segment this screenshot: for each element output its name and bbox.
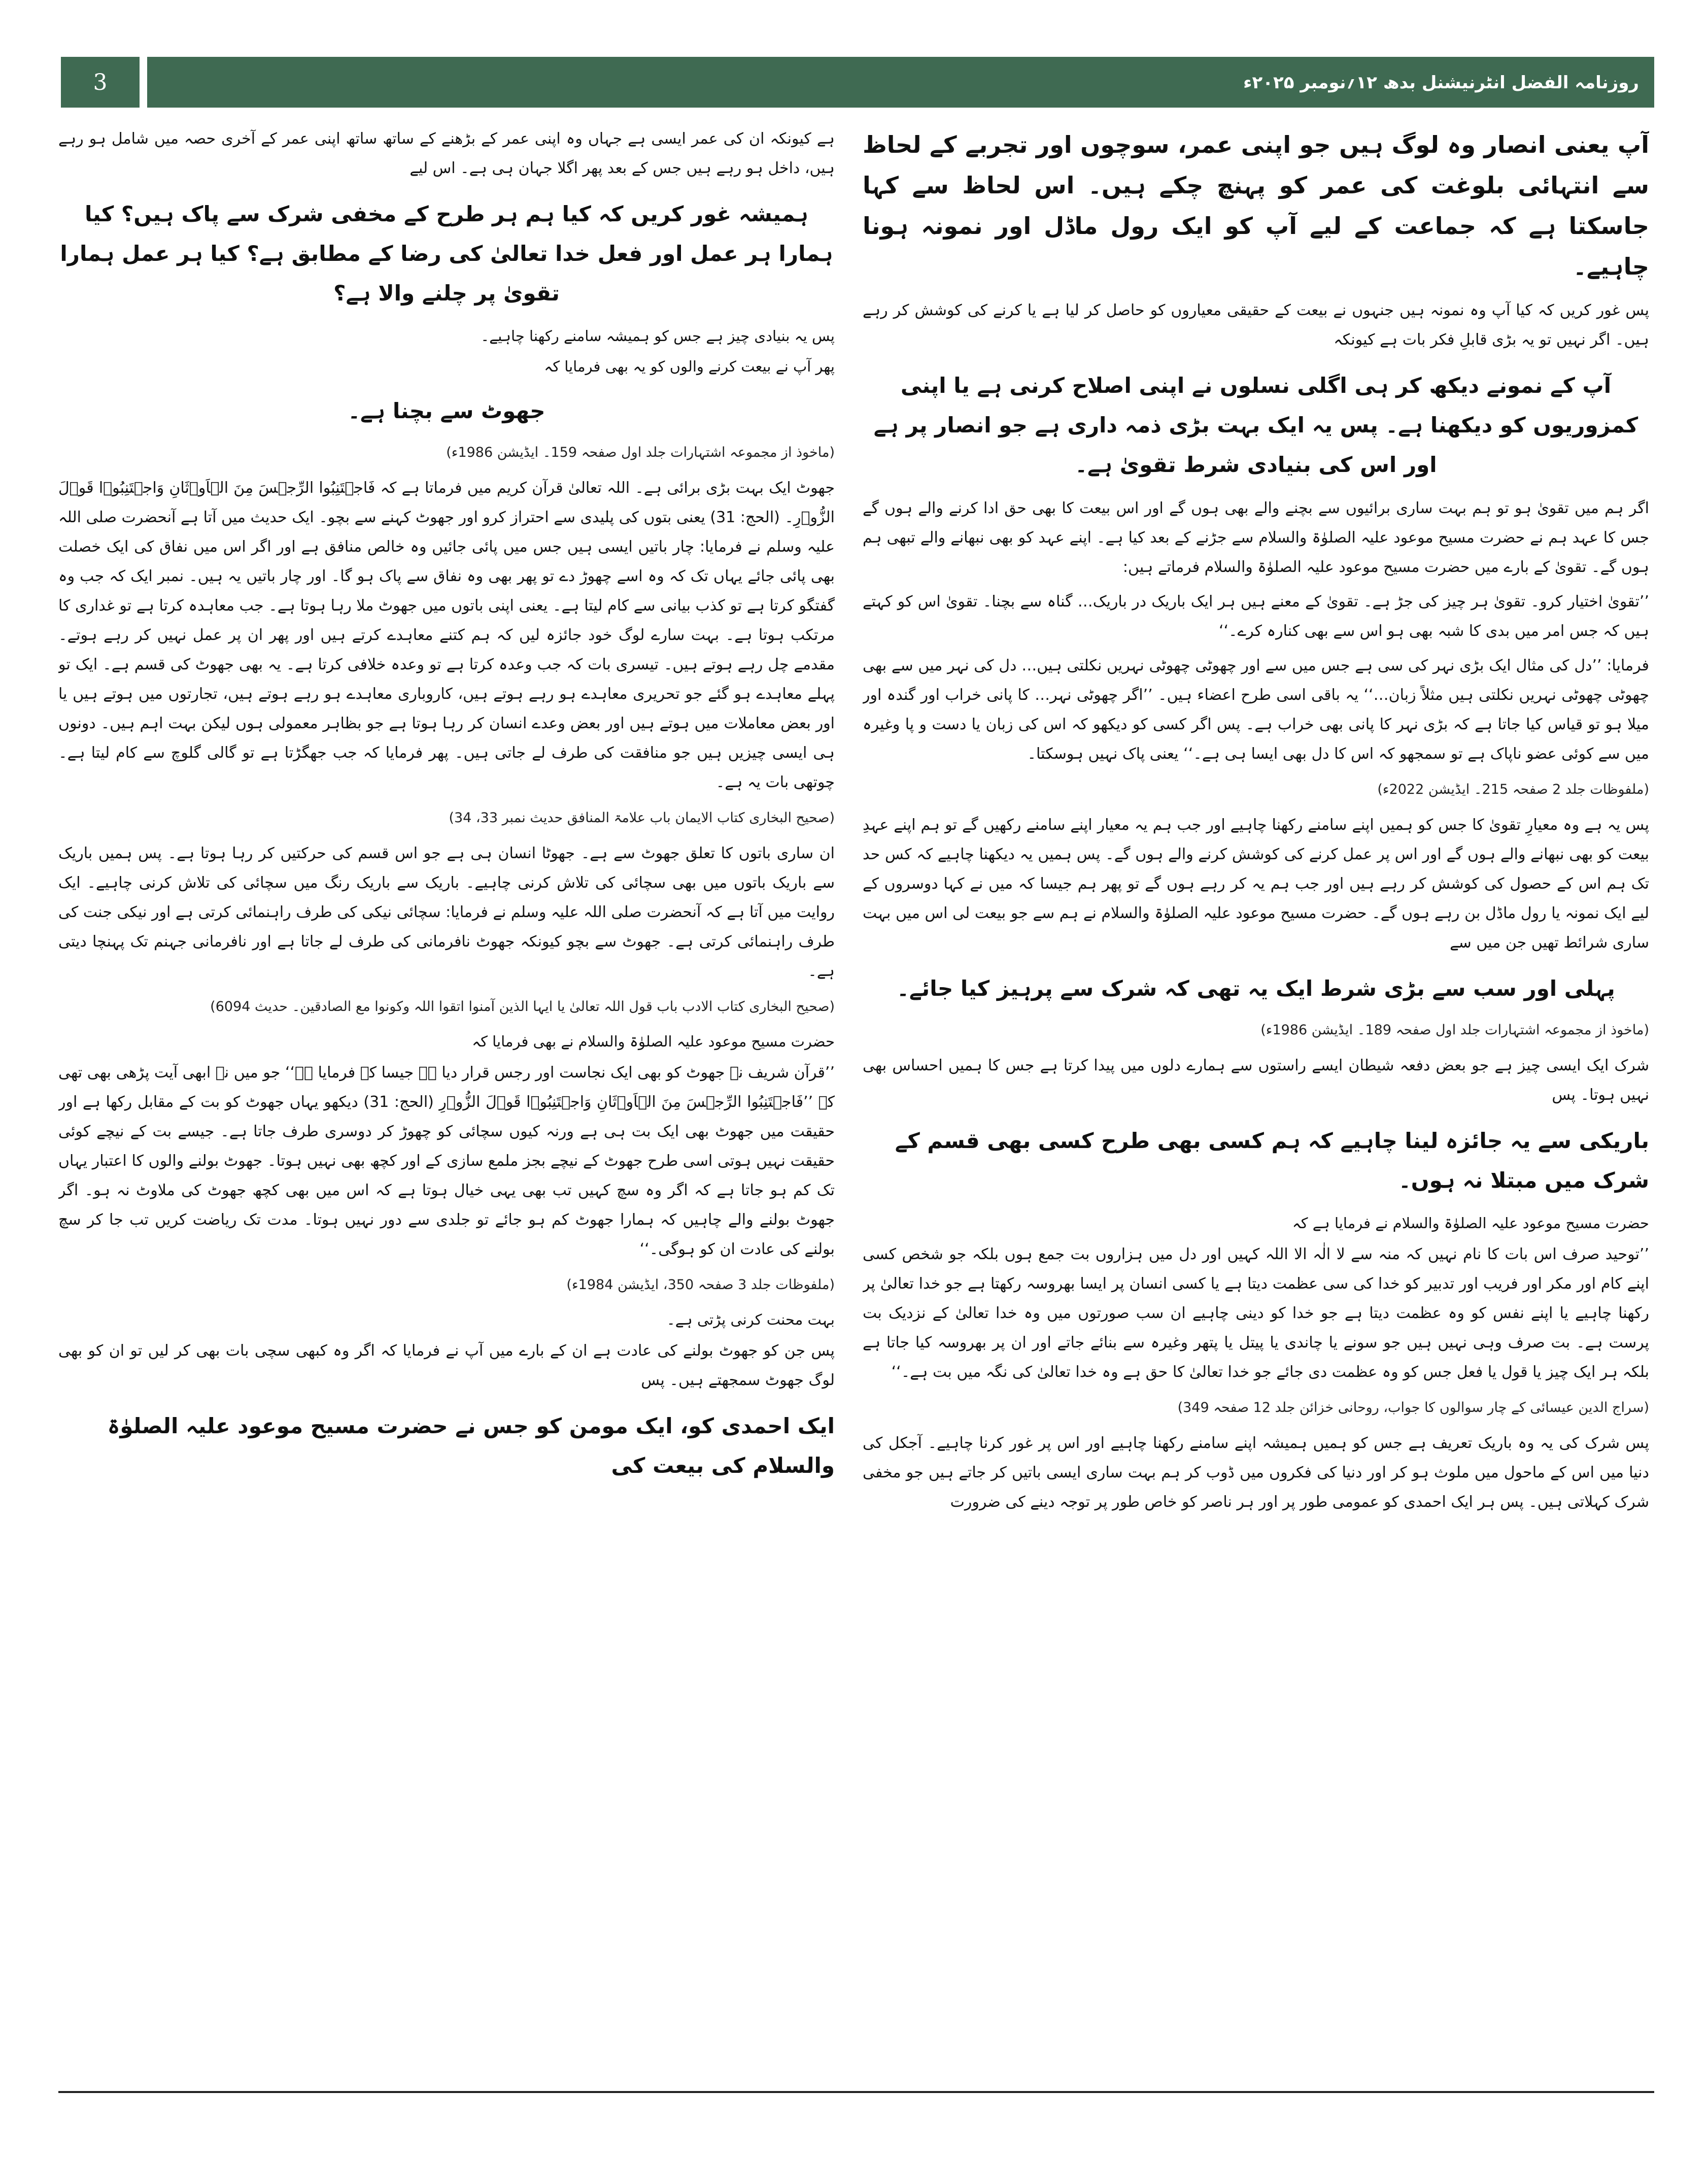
page-number: 3 bbox=[61, 57, 140, 108]
highlight-heading: باریکی سے یہ جائزہ لینا چاہیے کہ ہم کسی بھی طرح کسی بھی قسم کے شرک میں مبتلا نہ ہوں۔ bbox=[895, 1128, 1649, 1193]
reference-citation: (ماخوذ از مجموعہ اشتہارات جلد اول صفحہ 159۔ ایڈیشن 1986ء) bbox=[446, 445, 835, 460]
reference-citation: (ملفوظات جلد 2 صفحہ 215۔ ایڈیشن 2022ء) bbox=[1377, 782, 1649, 797]
body-paragraph: شرک ایک ایسی چیز ہے جو بعض دفعہ شیطان ایسے راستوں سے ہمارے دلوں میں پیدا کرتا ہے جس کا ہمیں احساس بھی نہیں ہوتا۔ پس bbox=[863, 1057, 1649, 1104]
body-paragraph: بہت محنت کرنی پڑتی ہے۔ bbox=[666, 1311, 835, 1328]
body-paragraph: پس غور کریں کہ کیا آپ وہ نمونہ ہیں جنہوں نے بیعت کے حقیقی معیاروں کو حاصل کر لیا ہے یا کرنے کی کوشش کر رہے ہیں۔ اگر نہیں تو یہ بڑی قابلِ فکر بات ہے کیونکہ bbox=[863, 301, 1649, 349]
highlight-heading: جھوٹ سے بچنا ہے۔ bbox=[348, 398, 545, 423]
reference-citation: (صحیح البخاری کتاب الایمان باب علامۃ المنافق حدیث نمبر 33، 34) bbox=[449, 810, 835, 826]
quote-paragraph: ’’تقویٰ اختیار کرو۔ تقویٰ ہر چیز کی جڑ ہے۔ تقویٰ کے معنے ہیں ہر ایک باریک در باریک… گناہ سے بچنا۔ تقویٰ اس کو کہتے ہیں کہ جس امر میں بدی کا شبہ بھی ہو اس سے بھی کنارہ کرے۔‘‘ bbox=[863, 593, 1649, 640]
quote-paragraph: فرمایا: ’’دل کی مثال ایک بڑی نہر کی سی ہے جس میں سے اور چھوٹی چھوٹی نہریں نکلتی ہیں… دل کی نہر میں سے بھی چھوٹی چھوٹی نہریں نکلتی ہیں مثلاً زبان…‘‘ یہ باقی اسی طرح اعضاء ہیں۔ ’’اگر چھوٹی نہر… کا پانی خراب اور گندہ اور میلا ہو تو قیاس کیا جاتا ہے کہ بڑی نہر کا پانی بھی خراب ہے۔ پس اگر کسی کو دیکھو کہ اس کی زبان یا دست و پا وغیرہ میں سے کوئی عضو ناپاک ہے تو سمجھو کہ اس کا دل بھی ایسا ہی ہے۔‘‘ یعنی پاک نہیں ہوسکتا۔ bbox=[863, 657, 1649, 763]
highlight-heading: پہلی اور سب سے بڑی شرط ایک یہ تھی کہ شرک سے پرہیز کیا جائے۔ bbox=[897, 976, 1615, 1001]
body-paragraph: پس یہ بنیادی چیز ہے جس کو ہمیشہ سامنے رکھنا چاہیے۔ bbox=[481, 327, 835, 345]
reference-citation: (سراج الدین عیسائی کے چار سوالوں کا جواب، روحانی خزائن جلد 12 صفحہ 349) bbox=[1177, 1400, 1649, 1415]
body-paragraph: پس جن کو جھوٹ بولنے کی عادت ہے ان کے بارے میں آپ نے فرمایا کہ اگر وہ کبھی سچی بات بھی کر لیں تو ان کو بھی لوگ جھوٹ سمجھتے ہیں۔ پس bbox=[58, 1342, 835, 1389]
lead-paragraph: آپ یعنی انصار وہ لوگ ہیں جو اپنی عمر، سوچوں اور تجربے کے لحاظ سے انتہائی بلوغت کی عمر کو پہنچ چکے ہیں۔ اس لحاظ سے کہا جاسکتا ہے کہ جماعت کے لیے آپ کو ایک رول ماڈل اور نمونہ ہونا چاہیے۔ bbox=[863, 131, 1649, 280]
body-paragraph: حضرت مسیح موعود علیہ الصلوٰۃ والسلام نے فرمایا ہے کہ bbox=[1292, 1215, 1649, 1232]
highlight-heading: آپ کے نمونے دیکھ کر ہی اگلی نسلوں نے اپنی اصلاح کرنی ہے یا اپنی کمزوریوں کو دیکھنا ہے۔ پس یہ ایک بہت بڑی ذمہ داری ہے جو انصار پر ہے اور اس کی بنیادی شرط تقویٰ ہے۔ bbox=[873, 373, 1638, 477]
body-paragraph: جھوٹ ایک بہت بڑی برائی ہے۔ اللہ تعالیٰ قرآن کریم میں فرماتا ہے کہ فَاجۡتَنِبُوا الرِّجۡسَ مِنَ الۡاَوۡثَانِ وَاجۡتَنِبُوۡا قَوۡلَ الزُّوۡرِ۔ (الحج: 31) یعنی بتوں کی پلیدی سے احتراز کرو اور جھوٹ کہنے سے بچو۔ ایک حدیث میں آتا ہے آنحضرت صلی اللہ علیہ وسلم نے فرمایا: چار باتیں ایسی ہیں جس میں پائی جائیں وہ خالص منافق ہے اور اگر اس میں نفاق کی ایک خصلت بھی پائی جائے یہاں تک کہ وہ اسے چھوڑ دے تو پھر بھی وہ نفاق سے پاک ہو گا۔ اور چار باتیں یہ ہیں۔ نمبر ایک کہ جب وہ گفتگو کرتا ہے تو کذب بیانی سے کام لیتا ہے۔ یعنی اپنی باتوں میں جھوٹ ملا رہا ہوتا ہے۔ جب معاہدہ کرتا ہے تو غداری کا مرتکب ہوتا ہے۔ بہت سارے لوگ خود جائزہ لیں کہ ہم کتنے معاہدے کرتے ہیں اور پھر ان پر عمل نہیں کر رہے ہوتے۔ مقدمے چل رہے ہوتے ہیں۔ تیسری بات کہ جب وعدہ کرتا ہے تو وعدہ خلافی کرتا ہے۔ یہ بھی جھوٹ کی قسم ہے۔ ایک تو پہلے معاہدے ہو گئے جو تحریری معاہدے ہو رہے ہوتے ہیں، کاروباری معاہدے ہو رہے ہوتے ہیں، تجارتوں میں ہوتے ہیں یا اور بعض معاملات میں ہوتے ہیں اور بعض وعدے انسان کر رہا ہوتا ہے جو بظاہر معمولی ہوں لیکن بہت اہم ہیں۔ دونوں ہی ایسی چیزیں ہیں جو منافقت کی طرف لے جاتی ہیں۔ پھر فرمایا کہ جب جھگڑتا ہے تو گالی گلوچ سے کام لیتا ہے۔ چوتھی بات یہ ہے۔ bbox=[58, 479, 835, 791]
reference-citation: (ماخوذ از مجموعہ اشتہارات جلد اول صفحہ 189۔ ایڈیشن 1986ء) bbox=[1260, 1022, 1649, 1038]
body-paragraph: اگر ہم میں تقویٰ ہو تو ہم بہت ساری برائیوں سے بچنے والے بھی ہوں گے اور اس بیعت کا بھی حق ادا کرنے والے ہوں گے جس کا عہد ہم نے حضرت مسیح موعود علیہ الصلوٰۃ والسلام سے جڑنے کے بعد کیا ہے۔ اپنے عہد کو بھی نبھانے والے تبھی ہم ہوں گے۔ تقویٰ کے بارے میں حضرت مسیح موعود علیہ الصلوٰۃ والسلام فرماتے ہیں: bbox=[863, 499, 1649, 576]
page-header bbox=[61, 57, 1654, 108]
quote-paragraph: ’’توحید صرف اس بات کا نام نہیں کہ منہ سے لا الٰہ الا اللہ کہیں اور دل میں ہزاروں بت جمع ہوں بلکہ جو شخص کسی اپنے کام اور مکر اور فریب اور تدبیر کو خدا کی سی عظمت دیتا ہے یا کسی انسان پر ایسا بھروسہ رکھتا ہے جو خدا تعالیٰ پر رکھنا چاہیے یا اپنے نفس کو وہ عظمت دیتا ہے جو خدا کو دینی چاہیے ان سب صورتوں میں وہ خدا تعالیٰ کے نزدیک بت پرست ہے۔ بت صرف وہی نہیں ہیں جو سونے یا چاندی یا پیتل یا پتھر وغیرہ سے بنائے جاتے اور ان پر بھروسہ کیا جاتا ہے بلکہ ہر ایک چیز یا قول یا فعل جس کو وہ عظمت دی جائے جو خدا تعالیٰ کا حق ہے وہ خدا تعالیٰ کی نگہ میں بت ہے۔‘‘ bbox=[863, 1245, 1649, 1381]
body-paragraph: پس شرک کی یہ وہ باریک تعریف ہے جس کو ہمیں ہمیشہ اپنے سامنے رکھنا چاہیے اور اس پر غور کرنا چاہیے۔ آجکل کی دنیا میں اس کے ماحول میں ملوث ہو کر اور دنیا کی فکروں میں ڈوب کر ہم بہت ساری ایسی باتیں کر جاتے ہیں جو مخفی شرک کہلاتی ہیں۔ پس ہر ایک احمدی کو عمومی طور پر اور ہر ناصر کو خاص طور پر توجہ دینے کی ضرورت bbox=[863, 1434, 1649, 1511]
bottom-rule bbox=[58, 2091, 1654, 2093]
reference-citation: (صحیح البخاری کتاب الادب باب قول اللہ تعالیٰ یا ایہا الذین آمنوا اتقوا اللہ وکونوا مع الصادقین۔ حدیث 6094) bbox=[210, 999, 835, 1015]
masthead-bar: روزنامہ الفضل انٹرنیشنل بدھ ۱۲؍نومبر ۲۰۲۵ء bbox=[147, 57, 1654, 108]
right-column bbox=[863, 124, 1649, 2083]
body-paragraph: ان ساری باتوں کا تعلق جھوٹ سے ہے۔ جھوٹا انسان ہی ہے جو اس قسم کی حرکتیں کر رہا ہوتا ہے۔ پس ہمیں باریک سے باریک باتوں میں بھی سچائی کی تلاش کرنی چاہیے۔ باریک سے باریک رنگ میں سچائی کی تلاش کرنی چاہیے۔ ایک روایت میں آتا ہے کہ آنحضرت صلی اللہ علیہ وسلم نے فرمایا: سچائی نیکی کی طرف راہنمائی کرتی ہے اور نیکی جنت کی طرف راہنمائی کرتی ہے۔ جھوٹ سے بچو کیونکہ جھوٹ نافرمانی کی طرف لے جاتا ہے اور نافرمانی جہنم تک پہنچا دیتی ہے۔ bbox=[58, 845, 835, 980]
body-paragraph: حضرت مسیح موعود علیہ الصلوٰۃ والسلام نے بھی فرمایا کہ bbox=[472, 1033, 835, 1050]
body-paragraph: ہے کیونکہ ان کی عمر ایسی ہے جہاں وہ اپنی عمر کے بڑھنے کے ساتھ ساتھ اپنی عمر کے آخری حصہ میں شامل ہو رہے ہیں، داخل ہو رہے ہیں جس کے بعد پھر اگلا جہان ہی ہے۔ اس لیے bbox=[58, 130, 835, 177]
body-paragraph: پھر آپ نے بیعت کرنے والوں کو یہ بھی فرمایا کہ bbox=[544, 358, 835, 375]
highlight-heading: ایک احمدی کو، ایک مومن کو جس نے حضرت مسیح موعود علیہ الصلوٰۃ والسلام کی بیعت کی bbox=[107, 1413, 835, 1478]
body-paragraph: پس یہ ہے وہ معیارِ تقویٰ کا جس کو ہمیں اپنے سامنے رکھنا چاہیے اور جب ہم یہ معیار اپنے سامنے رکھیں گے تو ہم اپنے عہدِ بیعت کو بھی نبھانے والے ہوں گے اور اس پر عمل کرنے کی کوشش کرنے والے ہوں گے۔ پس ہمیں یہ دیکھنا چاہیے کہ کس حد تک ہم اس کے حصول کی کوشش کر رہے ہیں اور جب ہم یہ کر رہے ہوں گے تو پھر ہم جیسا کہ میں نے کہا دوسروں کے لیے ایک نمونہ یا رول ماڈل بن رہے ہوں گے۔ حضرت مسیح موعود علیہ الصلوٰۃ والسلام نے ہم سے جو بیعت لی اس میں بہت ساری شرائط تھیں جن میں سے bbox=[863, 816, 1649, 952]
highlight-heading: ہمیشہ غور کریں کہ کیا ہم ہر طرح کے مخفی شرک سے پاک ہیں؟ کیا ہمارا ہر عمل اور فعل خدا تعالیٰ کی رضا کے مطابق ہے؟ کیا ہر عمل ہمارا تقویٰ پر چلنے والا ہے؟ bbox=[60, 201, 833, 306]
reference-citation: (ملفوظات جلد 3 صفحہ 350، ایڈیشن 1984ء) bbox=[566, 1277, 835, 1293]
left-column bbox=[58, 124, 835, 2083]
quote-paragraph: ’’قرآن شریف نے جھوٹ کو بھی ایک نجاست اور رجس قرار دیا ہے جیسا کہ فرمایا ہے‘‘ جو میں نے ابھی آیت پڑھی بھی تھی کہ ’’فَاجۡتَنِبُوا الرِّجۡسَ مِنَ الۡاَوۡثَانِ وَاجۡتَنِبُوۡا قَوۡلَ الزُّوۡرِ (الحج: 31) دیکھو یہاں جھوٹ کو بت کے مقابل رکھا ہے اور حقیقت میں جھوٹ بھی ایک بت ہی ہے ورنہ کیوں سچائی کو چھوڑ کر دوسری طرف جاتا ہے۔ جیسے بت کے نیچے کوئی حقیقت نہیں ہوتی اسی طرح جھوٹ کے نیچے بجز ملمع سازی کے اور کچھ بھی نہیں ہوتا۔ جھوٹ بولنے والوں کا اعتبار یہاں تک کم ہو جاتا ہے کہ اگر وہ سچ کہیں تب بھی یہی خیال ہوتا ہے کہ اس میں بھی کچھ جھوٹ کی ملاوٹ نہ ہو۔ اگر جھوٹ بولنے والے چاہیں کہ ہمارا جھوٹ کم ہو جائے تو جلدی سے دور نہیں ہوتا۔ مدت تک ریاضت کریں تب جا کر سچ بولنے کی عادت ان کو ہوگی۔‘‘ bbox=[58, 1064, 835, 1258]
